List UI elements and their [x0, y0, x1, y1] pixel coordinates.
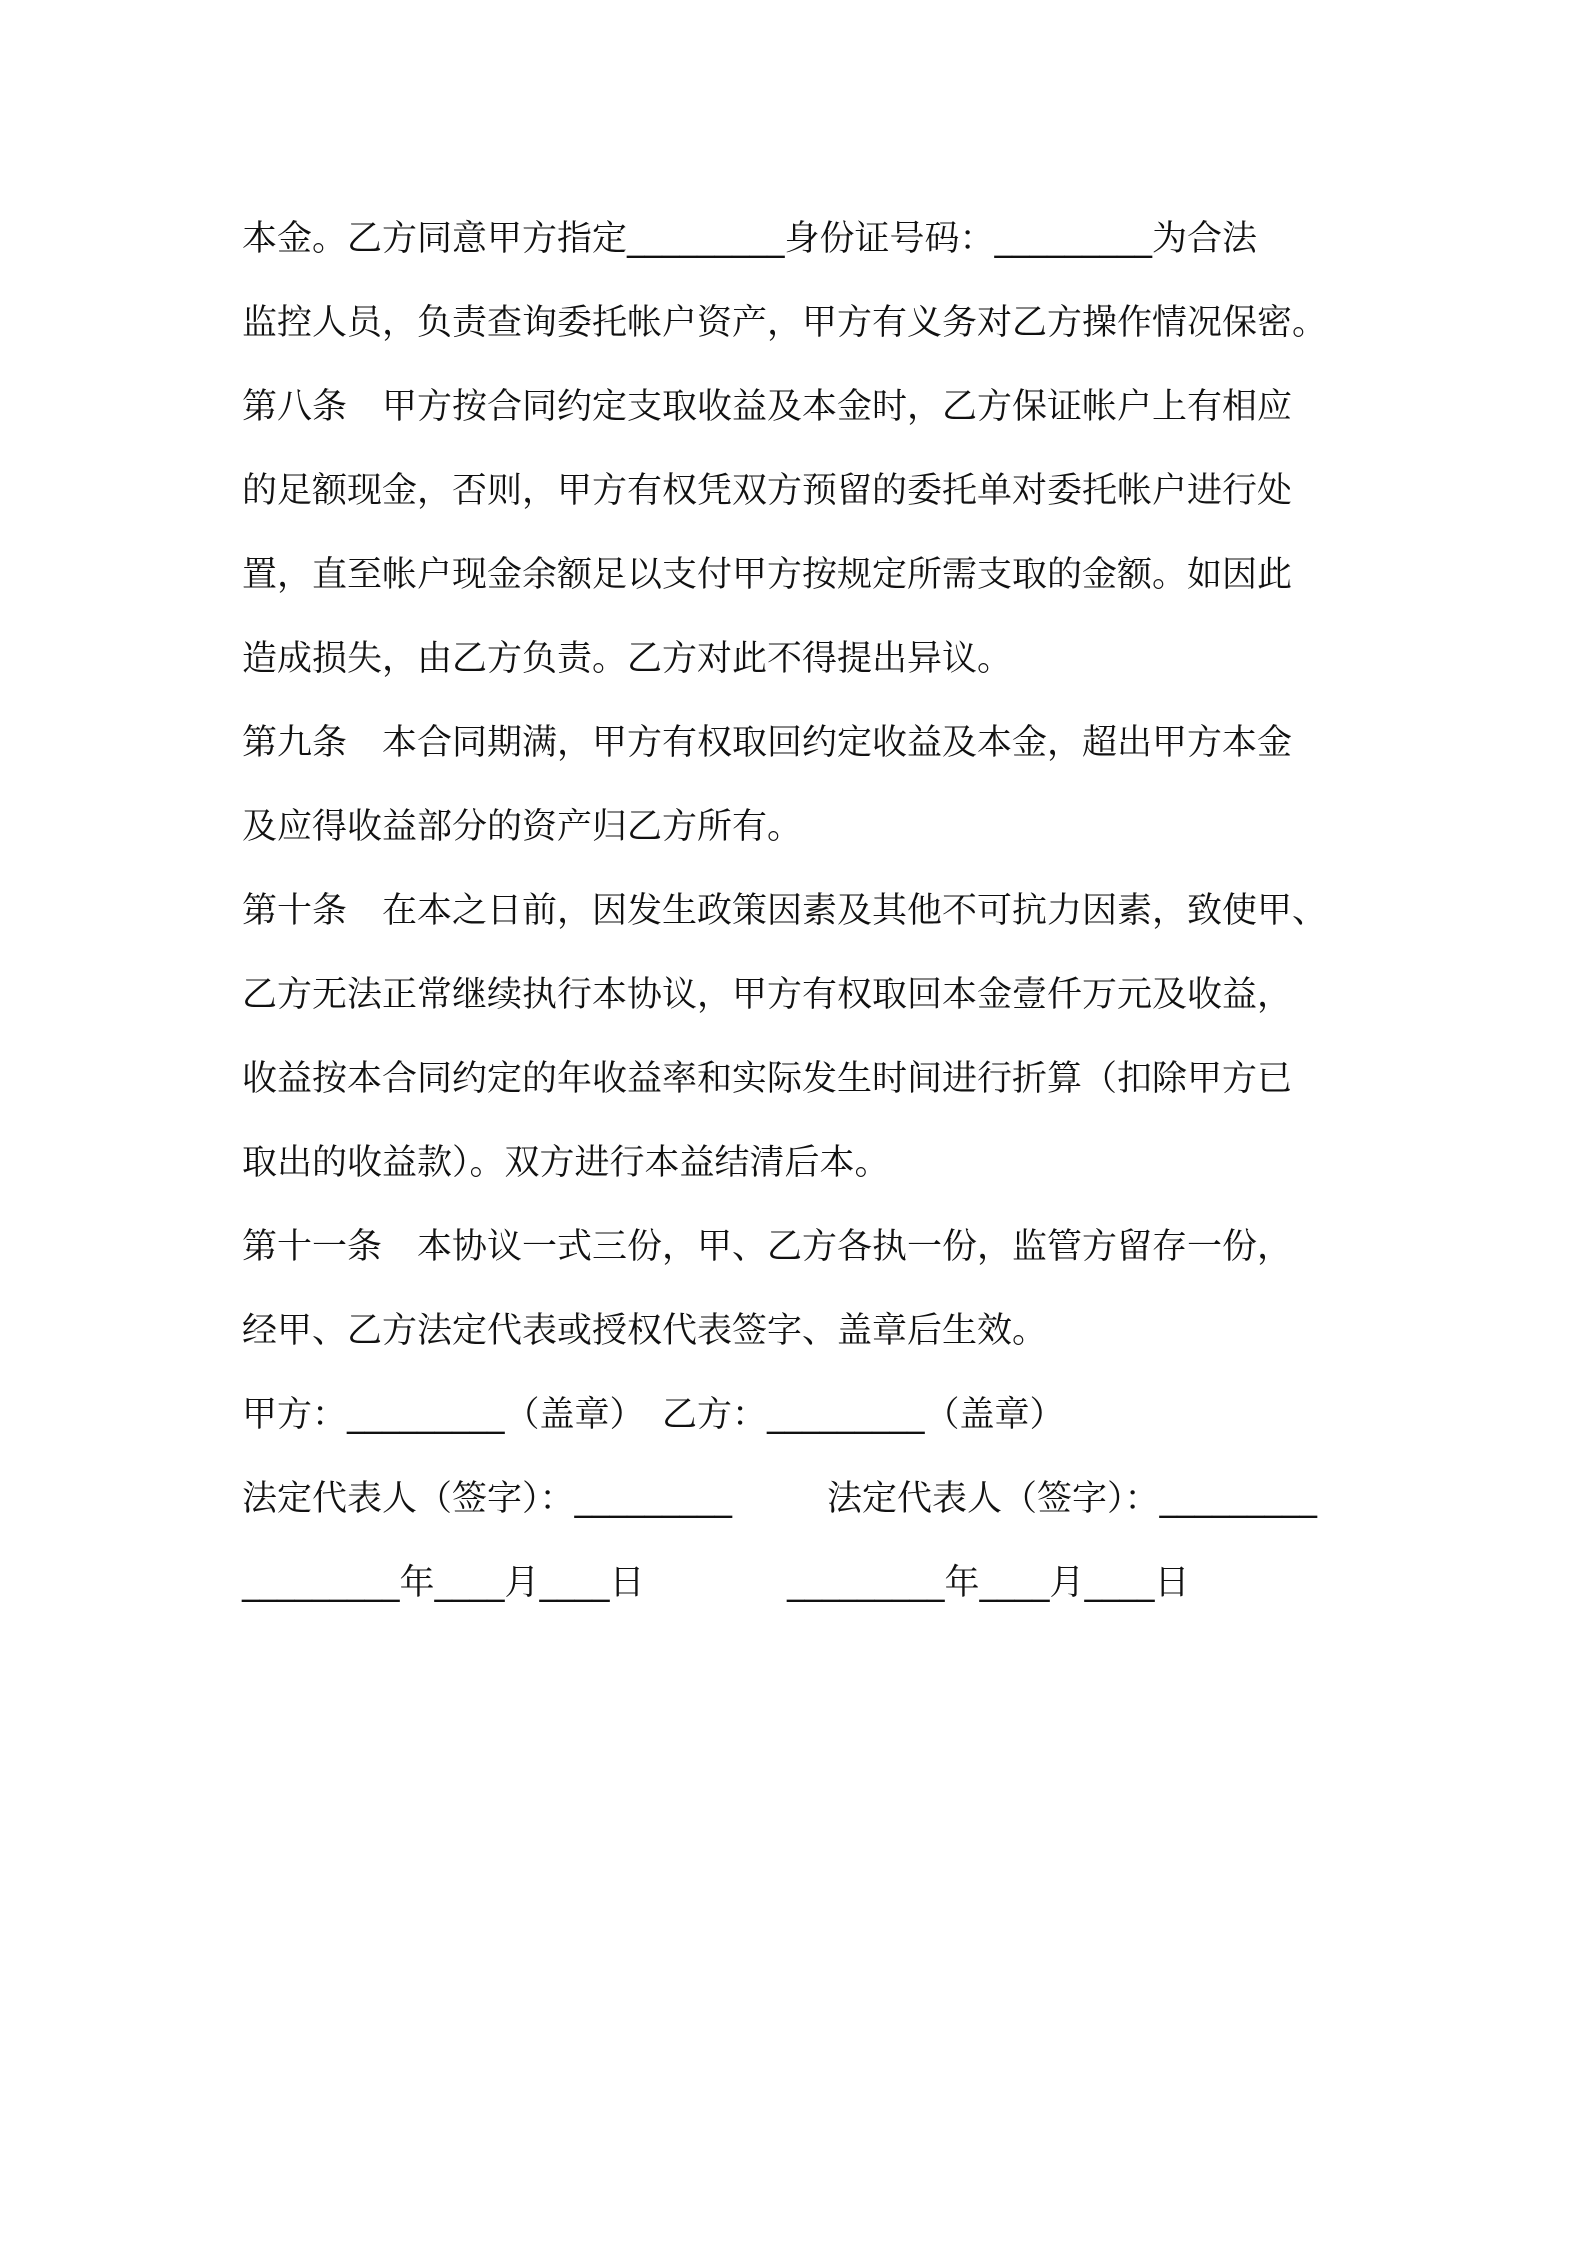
article-9-line: 第九条 本合同期满，甲方有权取回约定收益及本金，超出甲方本金: [242, 723, 1293, 763]
representative-signature-row: [242, 1457, 1357, 1541]
text-line: 经甲、乙方法定代表或授权代表签字、盖章后生效。: [242, 1311, 1048, 1351]
party-a-representative: 法定代表人（签字）：_________: [242, 1479, 733, 1519]
article-8-line: 第八条 甲方按合同约定支取收益及本金时，乙方保证帐户上有相应: [242, 387, 1293, 427]
text-line: 置，直至帐户现金余额足以支付甲方按规定所需支取的金额。如因此: [242, 555, 1293, 595]
party-b-date: _________年____月____日: [787, 1563, 1190, 1603]
text-line: 的足额现金，否则，甲方有权凭双方预留的委托单对委托帐户进行处: [242, 471, 1293, 511]
date-row: [242, 1541, 1357, 1625]
text-line: 监控人员，负责查询委托帐户资产，甲方有义务对乙方操作情况保密。: [242, 303, 1328, 343]
text-line: 收益按本合同约定的年收益率和实际发生时间进行折算（扣除甲方已: [242, 1059, 1293, 1099]
text-line: 乙方无法正常继续执行本协议，甲方有权取回本金壹仟万元及收益，: [242, 975, 1293, 1015]
party-signature-line: 甲方：_________（盖章） 乙方：_________（盖章）: [242, 1395, 1065, 1435]
text-line: 及应得收益部分的资产归乙方所有。: [242, 807, 803, 847]
text-line: 造成损失，由乙方负责。乙方对此不得提出异议。: [242, 639, 1013, 679]
party-a-date: _________年____月____日: [242, 1563, 645, 1603]
article-10-line: 第十条 在本之日前，因发生政策因素及其他不可抗力因素，致使甲、: [242, 891, 1328, 931]
text-line: 本金。乙方同意甲方指定_________身份证号码：_________为合法: [242, 219, 1258, 259]
text-line: 取出的收益款）。双方进行本益结清后本。: [242, 1143, 890, 1183]
party-b-representative: 法定代表人（签字）：_________: [827, 1479, 1318, 1519]
article-11-line: 第十一条 本协议一式三份，甲、乙方各执一份，监管方留存一份，: [242, 1227, 1293, 1267]
document-body: [242, 197, 1357, 1625]
